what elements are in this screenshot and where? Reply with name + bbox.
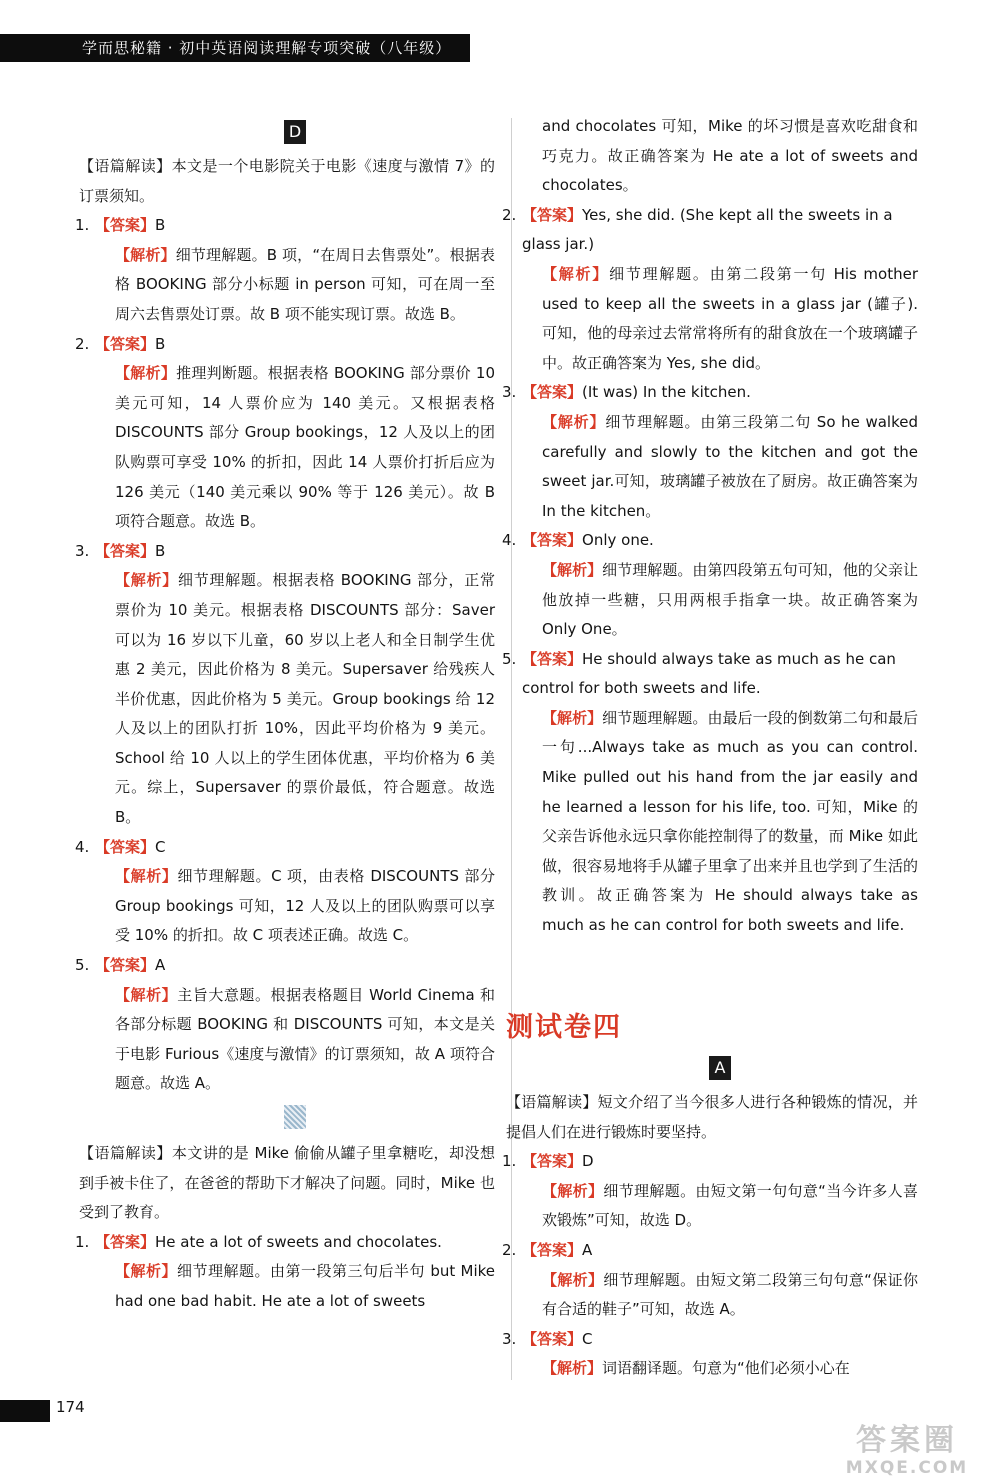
analysis-tag: 【解析】 <box>542 560 603 579</box>
analysis-tag: 【解析】 <box>542 412 606 431</box>
answer-tag: 【答案】 <box>95 837 156 856</box>
analysis-tag: 【解析】 <box>115 985 178 1004</box>
question-number: 1. <box>75 1232 90 1251</box>
answer-text: He ate a lot of sweets and chocolates. <box>155 1232 442 1251</box>
analysis-text: 细节题理解题。由最后一段的倒数第二句和最后一句...Always take as much as you can control. Mike pulled out his hand from the jar easily and he learned a lesson for his life, too. 可知，Mike 的父亲告诉他永远只拿你能控制得了的数量，而 Mike 如此做，很容易地将手从罐子里拿了出来并且也学到了生活的教训。故正确答案为 He should always take as much as he can control for both sweets and life. <box>542 708 918 935</box>
analysis-tag: 【解析】 <box>542 708 603 727</box>
question-number: 5. <box>75 956 90 975</box>
analysis-tag: 【解析】 <box>115 245 176 264</box>
question-number: 4. <box>75 837 90 856</box>
question-item <box>75 211 495 329</box>
section-letter-scan-mark <box>284 1105 306 1129</box>
section-d-heading <box>95 112 495 152</box>
analysis-text: 细节理解题。由短文第二段第三句句意“保证你有合适的鞋子”可知，故选 A。 <box>542 1270 918 1319</box>
watermark-url: MXQE.COM <box>845 1458 969 1478</box>
question-number: 2. <box>502 205 517 224</box>
question-item <box>75 951 495 1099</box>
answer-tag: 【答案】 <box>522 649 583 668</box>
answer-text: B <box>155 334 166 353</box>
answer-tag: 【答案】 <box>522 1240 583 1259</box>
watermark-title: 答案圈 <box>856 1423 958 1458</box>
section-letter-a: A <box>709 1056 731 1080</box>
analysis-text: 细节理解题。由第一段第三句后半句 but Mike had one bad habit. He ate a lot of sweets <box>115 1262 495 1310</box>
question-item <box>502 1236 918 1325</box>
question-number: 1. <box>502 1152 517 1171</box>
analysis-tag: 【解析】 <box>115 867 178 886</box>
question-item <box>502 1147 918 1236</box>
answer-text: D <box>582 1152 594 1171</box>
left-column <box>75 112 495 1317</box>
book-header: 学而思秘籍 · 初中英语阅读理解专项突破（八年级） <box>0 34 470 62</box>
answer-text: Yes, she did. (She kept all the sweets in a glass jar.) <box>522 205 893 254</box>
answer-tag: 【答案】 <box>95 216 156 235</box>
answer-text: He should always take as much as he can control for both sweets and life. <box>522 649 896 698</box>
analysis-text: 词语翻译题。句意为“他们必须小心在 <box>602 1359 850 1378</box>
question-number: 3. <box>502 1329 517 1348</box>
analysis-text: 主旨大意题。根据表格题目 World Cinema 和各部分标题 BOOKING 和 DISCOUNTS 可知，本文是关于电影 Furious《速度与激情》的订票须知，故 A 项符合题意。故选 A。 <box>115 985 495 1093</box>
section-e-heading <box>95 1099 495 1139</box>
section-letter-d: D <box>284 120 306 144</box>
passage-intro: 【语篇解读】短文介绍了当今很多人进行各种锻炼的情况，并提倡人们在进行锻炼时要坚持。 <box>506 1093 918 1141</box>
page-number: 174 <box>56 1398 85 1416</box>
answer-tag: 【答案】 <box>522 205 583 224</box>
analysis-tag: 【解析】 <box>542 1359 603 1378</box>
answer-tag: 【答案】 <box>522 1152 583 1171</box>
question-item <box>75 330 495 537</box>
section-a-heading <box>522 1048 918 1088</box>
question-item <box>75 537 495 833</box>
analysis-text: 细节理解题。C 项，由表格 DISCOUNTS 部分 Group bookings 可知，12 人及以上的团队购票可以享受 10% 的折扣。故 C 项表述正确。故选 C。 <box>115 867 495 945</box>
page-number-bar <box>0 1400 50 1422</box>
passage-intro: 【语篇解读】本文是一个电影院关于电影《速度与激情 7》的订票须知。 <box>79 157 495 205</box>
question-item <box>75 1228 495 1317</box>
answer-text: C <box>582 1329 593 1348</box>
analysis-tag: 【解析】 <box>542 264 610 283</box>
question-number: 2. <box>502 1240 517 1259</box>
answer-text: (It was) In the kitchen. <box>582 383 751 402</box>
analysis-tag: 【解析】 <box>115 1262 178 1281</box>
answer-tag: 【答案】 <box>95 956 156 975</box>
analysis-text: 推理判断题。根据表格 BOOKING 部分票价 10 美元可知，14 人票价应为 140 美元。又根据表格 DISCOUNTS 部分 Group bookings，12 人及以上的团队购票可享受 10% 的折扣，因此 14 人票价打折后应为 126 美元（140 美元乘以 90% 等于 126 美元）。故 B 项符合题意。故选 B。 <box>115 364 495 531</box>
test-four-section <box>502 1008 918 1384</box>
answer-tag: 【答案】 <box>522 531 583 550</box>
right-column <box>502 112 918 941</box>
answer-tag: 【答案】 <box>522 1329 583 1348</box>
test-title: 测试卷四 <box>506 1012 622 1043</box>
answer-text: Only one. <box>582 531 654 550</box>
question-number: 1. <box>75 216 90 235</box>
analysis-tag: 【解析】 <box>115 571 178 590</box>
question-item <box>502 645 918 941</box>
analysis-tag: 【解析】 <box>115 364 177 383</box>
analysis-continuation: and chocolates 可知，Mike 的坏习惯是喜欢吃甜食和巧克力。故正确答案为 He ate a lot of sweets and chocolates。 <box>542 117 918 195</box>
answer-tag: 【答案】 <box>95 1232 156 1251</box>
question-number: 4. <box>502 531 517 550</box>
question-item <box>502 526 918 644</box>
watermark-logo <box>822 1424 992 1480</box>
question-item <box>75 833 495 951</box>
answer-tag: 【答案】 <box>522 383 583 402</box>
question-number: 3. <box>75 541 90 560</box>
analysis-text: 细节理解题。由第二段第一句 His mother used to keep all the sweets in a glass jar (罐子). 可知，他的母亲过去常常将所有的甜食放在一个玻璃罐子中。故正确答案为 Yes, she did。 <box>542 264 918 372</box>
analysis-text: 细节理解题。由第四段第五句可知，他的父亲让他放掉一些糖，只用两根手指拿一块。故正确答案为 Only One。 <box>542 560 918 639</box>
analysis-tag: 【解析】 <box>542 1181 604 1200</box>
answer-text: C <box>155 837 166 856</box>
answer-text: B <box>155 541 166 560</box>
answer-text: A <box>582 1240 593 1259</box>
answer-text: A <box>155 956 166 975</box>
question-number: 3. <box>502 383 517 402</box>
question-number: 5. <box>502 649 517 668</box>
question-item <box>502 378 918 526</box>
analysis-text: 细节理解题。由第三段第二句 So he walked carefully and slowly to the kitchen and got the sweet jar.可知，玻璃罐子被放在了厨房。故正确答案为 In the kitchen。 <box>542 412 918 520</box>
analysis-tag: 【解析】 <box>542 1270 604 1289</box>
passage-intro: 【语篇解读】本文讲的是 Mike 偷偷从罐子里拿糖吃，却没想到手被卡住了，在爸爸的帮助下才解决了问题。同时，Mike 也受到了教育。 <box>79 1144 495 1222</box>
column-divider <box>511 118 512 1380</box>
question-item <box>502 1325 918 1384</box>
analysis-text: 细节理解题。B 项，“在周日去售票处”。根据表格 BOOKING 部分小标题 in person 可知，可在周一至周六去售票处订票。故 B 项不能实现订票。故选 B。 <box>115 245 495 323</box>
answer-tag: 【答案】 <box>95 541 156 560</box>
answer-tag: 【答案】 <box>95 334 156 353</box>
answer-text: B <box>155 216 166 235</box>
analysis-text: 细节理解题。根据表格 BOOKING 部分，正常票价为 10 美元。根据表格 DISCOUNTS 部分：Saver 可以为 16 岁以下儿童，60 岁以上老人和全日制学生优惠 2 美元，因此价格为 8 美元。Supersaver 给残疾人半价优惠，因此价格为 5 美元。Group bookings 给 12 人及以上的团队打折 10%，因此平均价格为 9 美元。School 给 10 人以上的学生团体优惠，平均价格为 6 美元。综上，Supersaver 的票价最低，符合题意。故选 B。 <box>115 571 495 827</box>
analysis-text: 细节理解题。由短文第一句句意“当今许多人喜欢锻炼”可知，故选 D。 <box>542 1181 918 1230</box>
question-number: 2. <box>75 334 90 353</box>
question-item <box>502 201 918 379</box>
